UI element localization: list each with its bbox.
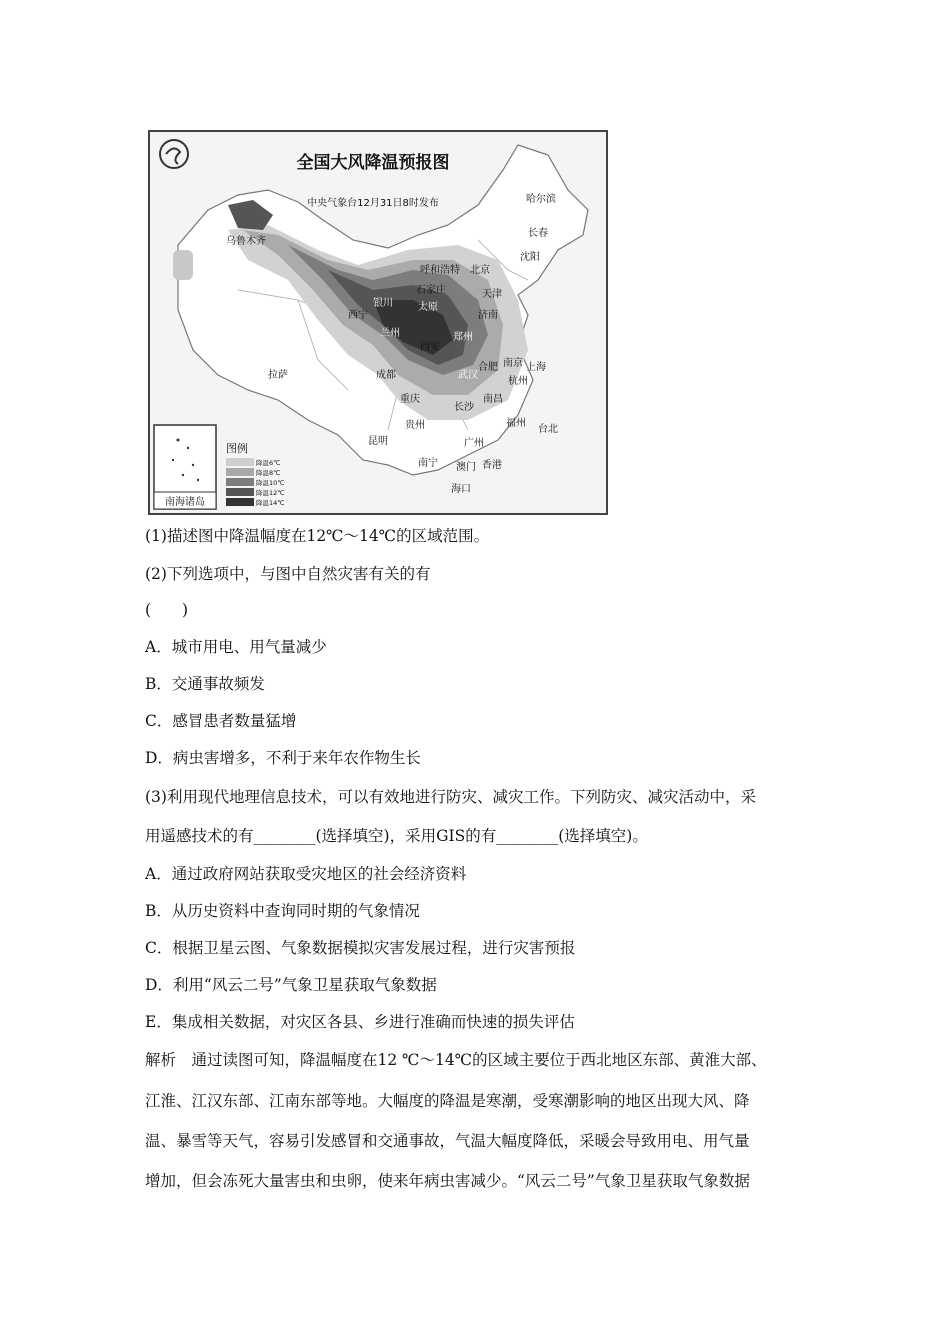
city-label: 福州: [506, 418, 526, 429]
legend-swatch-12: [226, 488, 254, 496]
map-title: 全国大风降温预报图: [296, 153, 450, 173]
q2-option-d: D．病虫害增多，不利于来年农作物生长: [145, 749, 421, 767]
city-label: 哈尔滨: [526, 194, 556, 205]
legend-label: 降温6℃: [256, 459, 281, 467]
question-1: (1)描述图中降温幅度在12℃～14℃的区域范围。: [145, 527, 490, 545]
city-label: 香港: [482, 460, 502, 471]
city-label: 银川: [373, 298, 393, 309]
q2-option-c: C．感冒患者数量猛增: [145, 712, 297, 730]
analysis-text: 通过读图可知，降温幅度在12 ℃～14℃的区域主要位于西北地区东部、黄淮大部、: [176, 1051, 767, 1069]
city-label: 重庆: [400, 394, 420, 405]
q3-option-d: D．利用“风云二号”气象卫星获取气象数据: [145, 976, 437, 994]
legend-swatch-6: [226, 458, 254, 466]
map-subtitle: 中央气象台12月31日8时发布: [307, 198, 439, 209]
city-label: 西宁: [348, 310, 368, 321]
q3-option-c: C．根据卫星云图、气象数据模拟灾害发展过程，进行灾害预报: [145, 939, 576, 957]
city-label: 成都: [376, 370, 396, 381]
city-label: 合肥: [478, 362, 498, 373]
city-label: 北京: [470, 265, 490, 276]
city-label: 南昌: [483, 394, 503, 405]
city-label: 台北: [538, 424, 558, 435]
legend-title: 图例: [226, 442, 248, 455]
city-label: 昆明: [368, 436, 388, 447]
q2-option-a: A．城市用电、用气量减少: [145, 638, 327, 656]
city-label: 上海: [526, 362, 546, 373]
legend-swatch-8: [226, 468, 254, 476]
city-label: 呼和浩特: [420, 265, 460, 276]
city-label: 济南: [478, 310, 498, 321]
q3-option-b: B．从历史资料中查询同时期的气象情况: [145, 902, 420, 920]
city-label: 长春: [528, 228, 548, 239]
question-2-answer-paren: ( ): [145, 601, 189, 619]
legend-swatch-14: [226, 498, 254, 506]
question-2: (2)下列选项中，与图中自然灾害有关的有: [145, 565, 431, 583]
weather-map: [148, 130, 608, 515]
legend-label: 降温14℃: [256, 499, 285, 507]
city-label: 南京: [503, 358, 523, 369]
q3-option-a: A．通过政府网站获取受灾地区的社会经济资料: [145, 865, 467, 883]
analysis-label: 解析: [145, 1051, 177, 1069]
city-label: 武汉: [458, 370, 478, 381]
question-3-line-1: (3)利用现代地理信息技术，可以有效地进行防灾、减灾工作。下列防灾、减灾活动中，采: [145, 788, 756, 806]
city-label: 海口: [451, 484, 471, 495]
city-label: 乌鲁木齐: [226, 236, 266, 247]
legend-label: 降温8℃: [256, 469, 281, 477]
city-label: 澳门: [456, 462, 476, 473]
city-label: 长沙: [454, 402, 474, 413]
city-label: 郑州: [453, 332, 473, 343]
city-label: 石家庄: [416, 285, 446, 296]
inset-label: 南海诸岛: [165, 497, 205, 508]
city-label: 太原: [418, 302, 438, 313]
city-label: 南宁: [418, 458, 438, 469]
city-label: 西安: [420, 342, 440, 353]
city-label: 沈阳: [520, 252, 540, 263]
city-label: 杭州: [508, 376, 528, 387]
analysis-line-4: 增加，但会冻死大量害虫和虫卵，使来年病虫害减少。“风云二号”气象卫星获取气象数据: [145, 1172, 750, 1190]
q3-option-e: E．集成相关数据，对灾区各县、乡进行准确而快速的损失评估: [145, 1013, 575, 1031]
q2-option-b: B．交通事故频发: [145, 675, 265, 693]
city-label: 天津: [482, 289, 502, 300]
city-label: 兰州: [380, 328, 400, 339]
legend-label: 降温10℃: [256, 479, 285, 487]
question-3-line-2: 用遥感技术的有________(选择填空)，采用GIS的有________(选择填空)。: [145, 827, 648, 845]
city-label: 贵州: [405, 420, 425, 431]
city-label: 拉萨: [268, 370, 288, 381]
legend-swatch-10: [226, 478, 254, 486]
analysis-line-1: [145, 1050, 767, 1070]
analysis-line-2: 江淮、江汉东部、江南东部等地。大幅度的降温是寒潮，受寒潮影响的地区出现大风、降: [145, 1092, 750, 1110]
analysis-line-3: 温、暴雪等天气，容易引发感冒和交通事故，气温大幅度降低，采暖会导致用电、用气量: [145, 1132, 750, 1150]
city-label: 广州: [464, 438, 484, 449]
legend-label: 降温12℃: [256, 489, 285, 497]
